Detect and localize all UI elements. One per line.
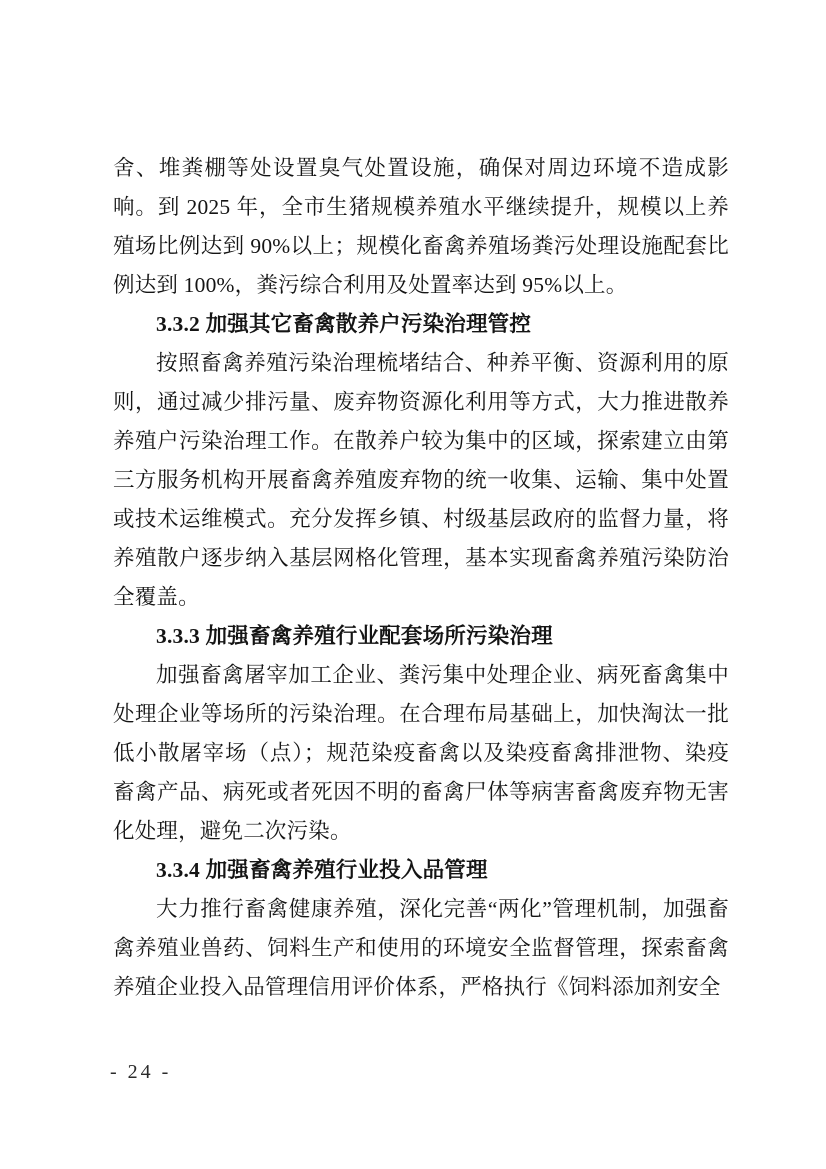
section-paragraph-3-3-3: 加强畜禽屠宰加工企业、粪污集中处理企业、病死畜禽集中处理企业等场所的污染治理。在合理布局基础上，加快淘汰一批低小散屠宰场（点）；规范染疫畜禽以及染疫畜禽排泄物、染疫畜禽产品、病死或者死因不明的畜禽尸体等病害畜禽废弃物无害化处理，避免二次污染。 — [113, 663, 729, 843]
page-number: - 24 - — [110, 1061, 172, 1083]
section-heading-3-3-2: 3.3.2 加强其它畜禽散养户污染治理管控 — [156, 312, 532, 336]
section-heading-3-3-3: 3.3.3 加强畜禽养殖行业配套场所污染治理 — [156, 624, 553, 648]
section-heading-3-3-4: 3.3.4 加强畜禽养殖行业投入品管理 — [156, 858, 488, 882]
section-paragraph-3-3-2: 按照畜禽养殖污染治理梳堵结合、种养平衡、资源利用的原则，通过减少排污量、废弃物资源化利用等方式，大力推进散养养殖户污染治理工作。在散养户较为集中的区域，探索建立由第三方服务机构开展畜禽养殖废弃物的统一收集、运输、集中处置或技术运维模式。充分发挥乡镇、村级基层政府的监督力量，将养殖散户逐步纳入基层网格化管理，基本实现畜禽养殖污染防治全覆盖。 — [113, 351, 729, 609]
document-body — [113, 149, 729, 1007]
paragraph-continuation: 舍、堆粪棚等处设置臭气处置设施，确保对周边环境不造成影响。到 2025 年，全市生猪规模养殖水平继续提升，规模以上养殖场比例达到 90%以上；规模化畜禽养殖场粪污处理设施配套比例达到 100%，粪污综合利用及处置率达到 95%以上。 — [113, 156, 729, 297]
section-paragraph-3-3-4: 大力推行畜禽健康养殖，深化完善“两化”管理机制，加强畜禽养殖业兽药、饲料生产和使用的环境安全监督管理，探索畜禽养殖企业投入品管理信用评价体系，严格执行《饲料添加剂安全 — [113, 897, 729, 999]
